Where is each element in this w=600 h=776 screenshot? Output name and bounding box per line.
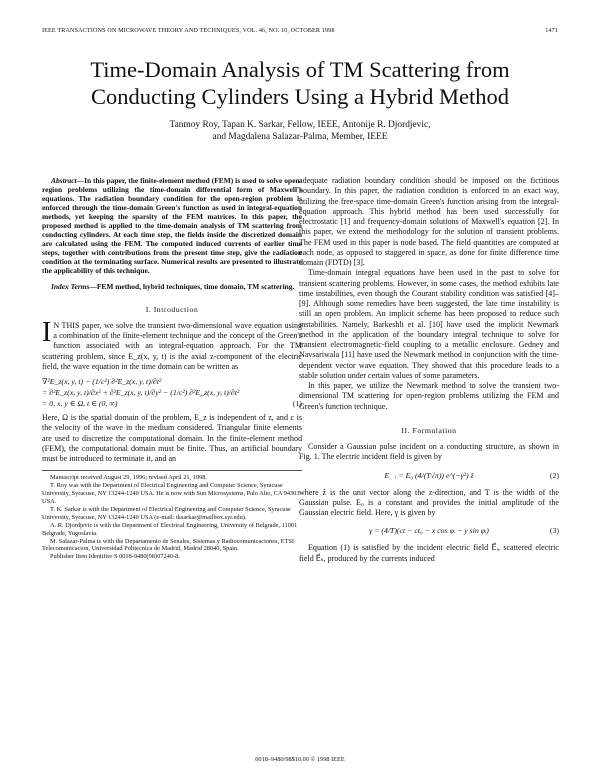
abstract-lead: Abstract—	[51, 176, 85, 185]
title-line-2: Conducting Cylinders Using a Hybrid Method	[90, 84, 510, 109]
copyright-line: 0018–9480/98$10.00 © 1998 IEEE	[255, 756, 345, 763]
page-number: 1471	[545, 27, 558, 34]
footnote: A. R. Djordjevic is with the Department of Electrical Engineering, University of Belgrade, 11001 Belgrade, Yugoslavia.	[42, 521, 298, 537]
equation-2	[299, 470, 559, 481]
author-list	[40, 119, 560, 143]
equation-1-number: (1)	[292, 399, 302, 409]
equation-1-line-3	[42, 398, 302, 409]
equation-1-line-1: ∇²E_z(x, y, t) − (1/c²) ∂²E_z(x, y, t)/∂t²	[42, 377, 162, 387]
paper-title	[40, 56, 560, 110]
equation-1	[42, 376, 302, 409]
journal-name: IEEE TRANSACTIONS ON MICROWAVE THEORY AND TECHNIQUES, VOL. 46, NO. 10, OCTOBER 1998	[42, 27, 335, 34]
right-paragraph-3: In this paper, we utilize the Newmark method to solve the transient two-dimensional TM scattering for open-region problems utilizing the FEM and Green's function technique.	[299, 381, 559, 411]
formulation-paragraph-1: Consider a Gaussian pulse incident on a conducting structure, as shown in Fig. 1. The electric incident field is given by	[299, 442, 559, 462]
abstract-text: In this paper, the finite-element method (FEM) is used to solve open-region problems utilizing the time-domain differential form of Maxwell's equations. The radiation boundary condition for the open-region problem is enforced through the time-domain Green's function as used in integral-equation methods, yet keeping the sparsity of the FEM matrices. In this paper, the proposed method is applied to the time-domain analysis of TM scattering from conducting cylinders. At each time step, the fields inside the discretized domain are calculated using the FEM. The computed induced currents of earlier time steps, together with contributions from the present time step, give the radiation condition at the terminating surface. Numerical results are presented to illustrate the applicability of this technique.	[42, 176, 302, 276]
footnote: T. K. Sarkar is with the Department of Electrical Engineering and Computer Science, Syracuse University, Syracuse, NY 13244-1240 USA (e-mail: tksarkar@mailbox.syr.edu).	[42, 505, 291, 521]
index-terms-text: —FEM method, hybrid techniques, time domain, TM scattering.	[89, 281, 295, 291]
equation-3-body: γ = (4/T)(ct − ct₀ − x cos φᵢ − y sin φᵢ)	[369, 526, 489, 536]
equation-3	[299, 525, 559, 536]
footnotes	[42, 470, 302, 561]
index-terms	[42, 282, 302, 291]
formulation-paragraph-3: Equation (1) is satisfied by the incident electric field E⃗ᵢ, scattered electric field E⃗ₛ, produced by the currents induced	[299, 543, 559, 563]
abstract	[42, 176, 302, 276]
footnote: Publisher Item Identifier S 0018-9480(98)07240-8.	[50, 553, 180, 561]
authors-line-1: Tanmoy Roy, Tapan K. Sarkar, Fellow, IEEE, Antonije R. Djordjevic,	[169, 120, 431, 130]
right-column	[299, 176, 559, 564]
footnote: M. Salazar-Palma is with the Departamento de Senales, Sistemas y Radiocomunicaciones, ETSI Telecomunicacion, Universidad Politecnica de Madrid, Madrid 28040, Spain.	[42, 537, 295, 553]
footnote: T. Roy was with the Department of Electrical Engineering and Computer Science, Syracuse University, Syracuse, NY 13244-1240 USA. He is now with Sun Microsystems, Palo Alto, CA 94303 USA.	[42, 482, 300, 506]
footnote: Manuscript received August 29, 1996; revised April 21, 1998.	[50, 474, 207, 482]
section-heading-formulation: II. Formulation	[401, 425, 457, 435]
authors-line-2: and Magdalena Salazar-Palma, Member, IEEE	[212, 132, 388, 142]
intro-text-1: N THIS paper, we solve the transient two-dimensional wave equation using a combination of the finite-element technique and the concept of the Green's function associated with an integral-equation approach. For the TM scattering problem, since E_z(x, y, t) is the axial z-component of the electric field, the wave equation in the time domain can be written as	[42, 320, 302, 371]
section-heading-introduction: I. Introduction	[145, 304, 199, 314]
equation-3-number: (3)	[549, 526, 559, 536]
intro-paragraph-1	[42, 316, 302, 372]
equation-1-line-2: = ∂²E_z(x, y, t)/∂x² + ∂²E_z(x, y, t)/∂y² − (1/c²) ∂²E_z(x, y, t)/∂t²	[42, 388, 240, 398]
intro-paragraph-2: Here, Ω is the spatial domain of the problem, E_z is independent of z, and c is the velocity of the wave in the medium considered. Triangular finite elements are used to discretize the computational domain. In the finite-element method (FEM), the computational domain must be finite. Thus, an artificial boundary must be introduced to terminate it, and an	[42, 413, 302, 464]
equation-2-body: E⃗ᵢ = E₀ (4/(T√π)) e^(−γ²) ẑ	[384, 470, 474, 480]
right-paragraph-1: adequate radiation boundary condition should be imposed on the fictitious boundary. In this paper, the radiation condition is enforced in an exact way, utilizing the free-space time-domain Green's function arising from the integral-equation approach. This hybrid method has been used successfully for electrostatic [1] and frequency-domain solutions of Maxwell's equation [2]. In this paper, we extend the methodology for the solution of transient problems. The FEM used in this paper is node based. The field quantities are computed at each node, as opposed to staggered in space, as done for finite difference time domain (FDTD) [3].	[299, 176, 559, 267]
left-column	[42, 176, 302, 561]
right-paragraph-2: Time-domain integral equations have been used in the past to solve for transient scattering problems. However, in some cases, the method exhibits late time instabilities, even though the Courant stability condition was satisfied [4]–[9]. Although some remedies have been suggested, the late time instability is still an open problem. An implicit scheme has been proposed to reduce such instabilities. Namely, Barkeshli et al. [10] have used the implicit Newmark method in the application of the boundary integral technique to solve for transient electromagnetic-field coupling to a metallic enclosure. Gedney and Navsariwala [11] have used the Newmark method in conjunction with the time-dependent vector wave equation. They showed that this procedure leads to a stable solution under certain values of some parameters.	[299, 268, 559, 380]
title-line-1: Time-Domain Analysis of TM Scattering from	[90, 57, 510, 82]
drop-cap: I	[42, 316, 52, 348]
equation-2-number: (2)	[549, 470, 559, 480]
equation-1-domain: = 0, x, y ∈ Ω, t ∈ (0, ∞)	[42, 399, 118, 409]
index-terms-lead: Index Terms	[51, 281, 90, 291]
formulation-paragraph-2: where ẑ is the unit vector along the z-direction, and T is the width of the Gaussian pulse. E₀ is a constant and provides the initial amplitude of the Gaussian electric field. Here, γ is given by	[299, 487, 559, 517]
running-head	[42, 27, 558, 34]
